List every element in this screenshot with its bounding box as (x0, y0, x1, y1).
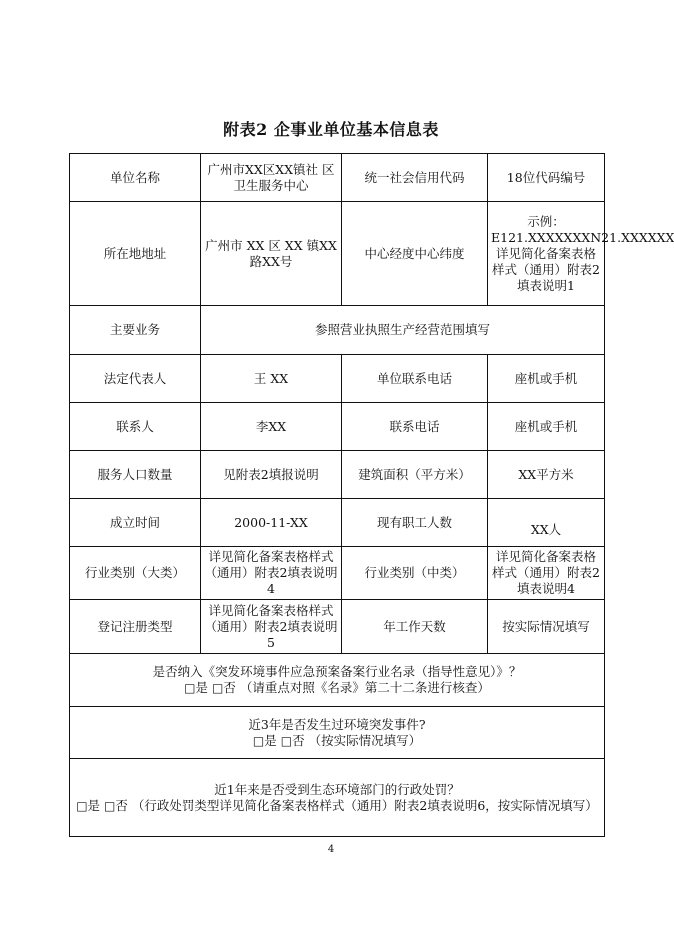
contact-phone-value: 座机或手机 (488, 403, 605, 451)
founded-value: 2000-11-XX (201, 499, 342, 547)
address-value: 广州市 XX 区 XX 镇XX路XX号 (201, 202, 342, 306)
row-question-incidents (70, 707, 605, 759)
row-legal-rep (70, 355, 605, 403)
question-incidents (70, 707, 605, 759)
coordinates-label: 中心经度中心纬度 (342, 202, 488, 306)
unit-phone-label: 单位联系电话 (342, 355, 488, 403)
row-main-business (70, 306, 605, 355)
coordinates-example: 示例：E121.XXXXXXXN21.XXXXXX详见简化备案表格样式（通用）附表2填表说明1 (488, 202, 605, 306)
legal-rep-label: 法定代表人 (70, 355, 201, 403)
yes-label: 是 (87, 797, 101, 813)
row-unit-name (70, 154, 605, 202)
legal-rep-value: 王 XX (201, 355, 342, 403)
unit-phone-value: 座机或手机 (488, 355, 605, 403)
no-label: 否 (223, 680, 236, 695)
no-checkbox[interactable]: □ (104, 798, 116, 813)
row-address (70, 202, 605, 306)
registration-label: 登记注册类型 (70, 600, 201, 654)
info-table (69, 153, 674, 837)
yes-checkbox[interactable]: □ (184, 681, 196, 695)
contact-phone-label: 联系电话 (342, 403, 488, 451)
yes-label: 是 (195, 680, 208, 695)
population-label: 服务人口数量 (70, 451, 201, 499)
no-label: 否 (292, 732, 305, 748)
row-contact (70, 403, 605, 451)
unit-name-label: 单位名称 (70, 154, 201, 202)
no-checkbox[interactable]: □ (280, 733, 293, 748)
no-checkbox[interactable]: □ (211, 681, 224, 695)
contact-label: 联系人 (70, 403, 201, 451)
question-text: 近1年来是否受到生态环境部门的行政处罚？ (214, 781, 460, 797)
question-penalty (70, 759, 605, 837)
industry-mid-label: 行业类别（中类） (342, 547, 488, 600)
question-note: （行政处罚类型详见简化备案表格样式（通用）附表2填表说明6，按实际情况填写） (131, 797, 598, 813)
page-number: 4 (327, 844, 335, 855)
population-value: 见附表2填报说明 (201, 451, 342, 499)
staff-count-label: 现有职工人数 (342, 499, 488, 547)
address-label: 所在地地址 (70, 202, 201, 306)
staff-count-value: XX人 (488, 499, 605, 547)
question-text: 近3年是否发生过环境突发事件? (248, 716, 426, 732)
industry-mid-value: 详见简化备案表格样式（通用）附表2填表说明4 (488, 547, 605, 600)
registration-value: 详见简化备案表格样式（通用）附表2填表说明5 (201, 600, 342, 654)
main-business-label: 主要业务 (70, 306, 201, 355)
industry-major-value: 详见简化备案表格样式（通用）附表2填表说明4 (201, 547, 342, 600)
work-days-value: 按实际情况填写 (488, 600, 605, 654)
credit-code-value: 18位代码编号 (488, 154, 605, 202)
founded-label: 成立时间 (70, 499, 201, 547)
yes-checkbox[interactable]: □ (76, 798, 88, 813)
no-label: 否 (115, 797, 128, 813)
row-question-emergency-list (70, 654, 605, 707)
row-population (70, 451, 605, 499)
yes-label: 是 (264, 732, 277, 748)
work-days-label: 年工作天数 (342, 600, 488, 654)
main-business-value: 参照营业执照生产经营范围填写 (201, 306, 605, 355)
question-emergency-list (70, 654, 605, 707)
question-note: （按实际情况填写） (308, 732, 422, 748)
contact-value: 李XX (201, 403, 342, 451)
unit-name-value: 广州市XX区XX镇社 区卫生服务中心 (201, 154, 342, 202)
yes-checkbox[interactable]: □ (252, 733, 265, 748)
question-note: （请重点对照《名录》第二十二条进行核查） (239, 680, 490, 695)
row-founded (70, 499, 605, 547)
row-registration (70, 600, 605, 654)
form-title: 附表2 企事业单位基本信息表 (223, 120, 439, 139)
row-industry (70, 547, 605, 600)
floor-area-value: XX平方米 (488, 451, 605, 499)
row-question-penalty (70, 759, 605, 837)
industry-major-label: 行业类别（大类） (70, 547, 201, 600)
floor-area-label: 建筑面积（平方米） (342, 451, 488, 499)
credit-code-label: 统一社会信用代码 (342, 154, 488, 202)
question-text: 是否纳入《突发环境事件应急预案备案行业名录（指导性意见）》？ (152, 664, 522, 679)
